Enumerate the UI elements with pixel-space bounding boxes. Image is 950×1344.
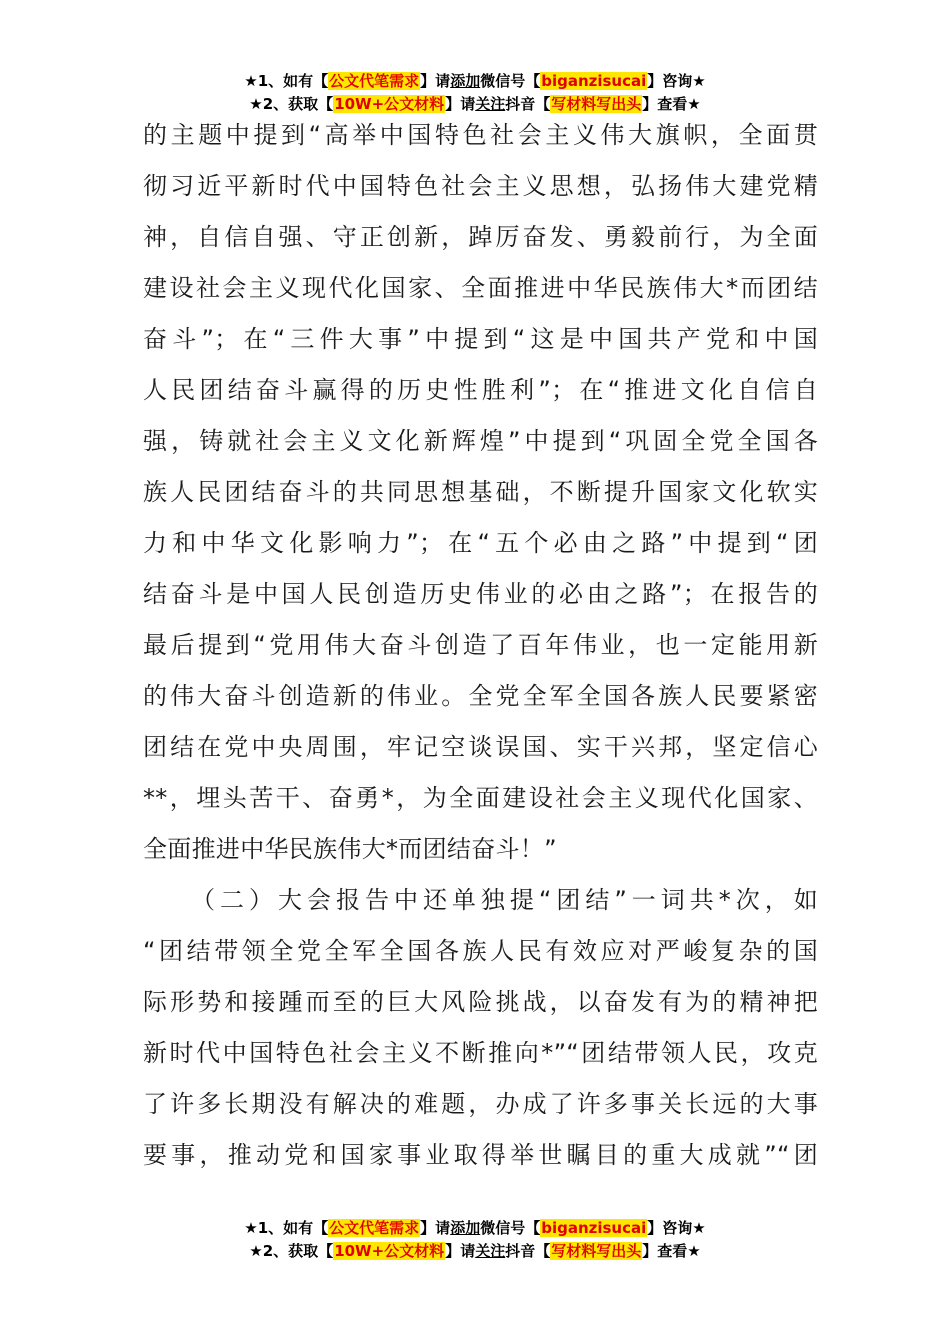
banner-text: ★2、获取【 [249, 95, 334, 113]
body-line: 族人民团结奋斗的共同思想基础，不断提升国家文化软实 [143, 478, 818, 506]
body-line: 的伟大奋斗创造新的伟业。全党全军全国各族人民要紧密 [143, 682, 818, 710]
body-line: 新时代中国特色社会主义不断推向*”“团结带领人民，攻克 [143, 1039, 818, 1067]
banner-highlight: 写材料写出头 [551, 95, 642, 113]
body-line: 的主题中提到“高举中国特色社会主义伟大旗帜，全面贯 [143, 121, 818, 149]
banner-text: 】咨询★ [647, 1219, 706, 1237]
banner-underline: 添加 [450, 72, 481, 90]
banner-highlight: 公文代笔需求 [329, 72, 420, 90]
banner-highlight: 公文代笔需求 [329, 1219, 420, 1237]
body-line: 全面推进中华民族伟大*而团结奋斗！” [143, 835, 557, 863]
banner-text: 】请 [445, 95, 476, 113]
banner-underline: 关注 [475, 95, 506, 113]
footer-banner [0, 1217, 950, 1263]
body-line: 彻习近平新时代中国特色社会主义思想，弘扬伟大建党精 [143, 172, 818, 200]
banner-text: ★1、如有【 [244, 72, 329, 90]
banner-highlight: 10W+公文材料 [334, 1242, 445, 1260]
banner-highlight: 写材料写出头 [551, 1242, 642, 1260]
body-line: 要事，推动党和国家事业取得举世瞩目的重大成就”“团 [143, 1141, 818, 1169]
body-line: 人民团结奋斗赢得的历史性胜利”；在“推进文化自信自 [143, 376, 818, 404]
banner-underline: 关注 [475, 1242, 506, 1260]
banner-line-1 [0, 70, 950, 93]
banner-highlight: 10W+公文材料 [334, 95, 445, 113]
body-line: 团结在党中央周围，牢记空谈误国、实干兴邦，坚定信心 [143, 733, 818, 761]
banner-underline: 添加 [450, 1219, 481, 1237]
document-body [143, 110, 818, 1181]
banner-text: 抖音【 [505, 95, 551, 113]
banner-text: 微信号【 [480, 1219, 541, 1237]
body-line: 奋斗”；在“三件大事”中提到“这是中国共产党和中国 [143, 325, 818, 353]
body-line: 力和中华文化影响力”；在“五个必由之路”中提到“团 [143, 529, 818, 557]
body-line: **，埋头苦干、奋勇*，为全面建设社会主义现代化国家、 [143, 784, 818, 812]
banner-text: 抖音【 [505, 1242, 551, 1260]
banner-text: 】请 [420, 72, 451, 90]
body-line: “团结带领全党全军全国各族人民有效应对严峻复杂的国 [143, 937, 818, 965]
body-line: 际形势和接踵而至的巨大风险挑战，以奋发有为的精神把 [143, 988, 818, 1016]
banner-highlight: biganzisucai [541, 72, 647, 90]
body-line: 神，自信自强、守正创新，踔厉奋发、勇毅前行，为全面 [143, 223, 818, 251]
banner-text: ★1、如有【 [244, 1219, 329, 1237]
body-line: 结奋斗是中国人民创造历史伟业的必由之路”；在报告的 [143, 580, 818, 608]
banner-text: 】查看★ [642, 1242, 701, 1260]
banner-text: 微信号【 [480, 72, 541, 90]
banner-text: 】咨询★ [647, 72, 706, 90]
banner-text: 】查看★ [642, 95, 701, 113]
body-line: 强，铸就社会主义文化新辉煌”中提到“巩固全党全国各 [143, 427, 818, 455]
banner-highlight: biganzisucai [541, 1219, 647, 1237]
banner-line-2 [0, 1240, 950, 1263]
section-heading-line: （二）大会报告中还单独提“团结”一词共*次，如 [191, 886, 818, 914]
body-line: 了许多长期没有解决的难题，办成了许多事关长远的大事 [143, 1090, 818, 1118]
banner-line-1 [0, 1217, 950, 1240]
banner-text: 】请 [445, 1242, 476, 1260]
banner-text: 】请 [420, 1219, 451, 1237]
banner-text: ★2、获取【 [249, 1242, 334, 1260]
body-line: 最后提到“党用伟大奋斗创造了百年伟业，也一定能用新 [143, 631, 818, 659]
body-line: 建设社会主义现代化国家、全面推进中华民族伟大*而团结 [143, 274, 818, 302]
